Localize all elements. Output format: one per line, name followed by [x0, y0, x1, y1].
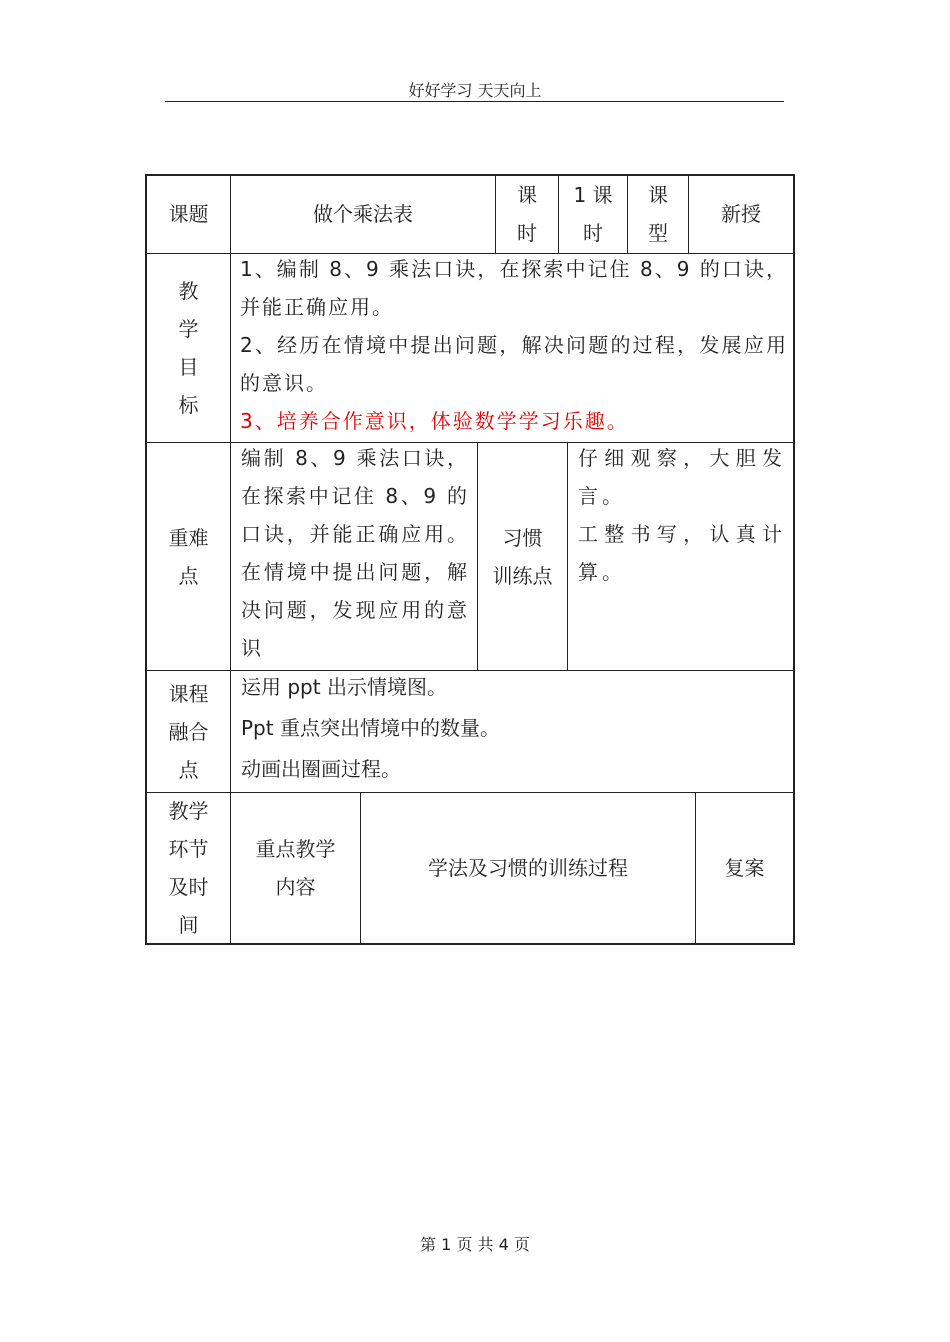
lesson-type-label-line: 课	[648, 182, 668, 207]
habit-training-label	[478, 443, 567, 670]
teaching-goals-label-char: 标	[178, 393, 199, 417]
table-line	[793, 174, 795, 944]
class-hours-label-line: 时	[517, 220, 537, 245]
course-integration-label-line: 点	[178, 757, 199, 782]
lesson-title: 做个乘法表	[313, 201, 413, 226]
key-content-header-line: 内容	[275, 875, 316, 899]
class-hours-value	[559, 174, 627, 253]
review-plan-header: 复案	[724, 856, 765, 880]
habit-training-label-line: 训练点	[492, 563, 553, 588]
teaching-stage-label-line: 间	[178, 913, 199, 937]
teaching-goals-label-char: 学	[178, 317, 199, 341]
page-header: 好好学习 天天向上	[408, 81, 542, 100]
class-hours-value-line: 1 课	[573, 182, 613, 207]
course-integration-label	[146, 671, 231, 792]
subject-label: 课题	[168, 201, 209, 226]
teaching-stage-label-line: 教学	[168, 799, 209, 823]
integration-item: Ppt 重点突出情境中的数量。	[241, 716, 500, 740]
page-footer: 第 1 页 共 4 页	[420, 1235, 530, 1254]
lesson-type-label	[628, 174, 688, 253]
teaching-goals-label-char: 教	[178, 279, 199, 303]
key-points-label-line: 点	[178, 563, 199, 588]
key-points-label	[146, 443, 231, 670]
class-hours-value-line: 时	[583, 220, 603, 245]
course-integration-items	[241, 667, 789, 790]
habit-training-label-line: 习惯	[502, 525, 543, 550]
teaching-stage-label-line: 环节	[168, 837, 209, 861]
class-hours-label-line: 课	[517, 182, 537, 207]
table-line	[145, 943, 795, 945]
integration-item: 动画出圈画过程。	[241, 757, 401, 781]
goal-item-highlighted: 3、培养合作意识，体验数学学习乐趣。	[240, 409, 629, 433]
teaching-goals-label	[146, 254, 231, 442]
teaching-stage-label-line: 及时	[168, 875, 209, 899]
key-points-label-line: 重难	[168, 525, 209, 550]
integration-item: 运用 ppt 出示情境图。	[241, 675, 447, 699]
teaching-goals	[240, 250, 788, 440]
course-integration-label-line: 融合	[168, 719, 209, 744]
class-hours-label	[496, 174, 558, 253]
course-integration-label-line: 课程	[168, 681, 209, 706]
key-content-header	[231, 793, 360, 943]
teaching-stage-label	[146, 793, 231, 943]
key-points: 编制 8、9 乘法口诀，在探索中记住 8、9 的口诀，并能正确应用。在情境中提出问题，解决问题，发现应用的意识	[241, 446, 469, 660]
lesson-type-value: 新授	[721, 201, 761, 226]
goal-item: 2、经历在情境中提出问题，解决问题的过程，发展应用的意识。	[240, 333, 788, 395]
habit-training-points	[578, 439, 786, 591]
key-content-header-line: 重点教学	[255, 837, 336, 861]
learning-process-header: 学法及习惯的训练过程	[428, 856, 628, 880]
lesson-type-label-line: 型	[648, 220, 668, 245]
goal-item: 1、编制 8、9 乘法口诀，在探索中记住 8、9 的口诀，并能正确应用。	[240, 257, 788, 319]
habit-item: 工整书写，认真计算。	[578, 522, 786, 584]
table-line	[567, 442, 568, 670]
habit-item: 仔细观察，大胆发言。	[578, 446, 786, 508]
teaching-goals-label-char: 目	[178, 355, 199, 379]
header-rule	[165, 101, 784, 102]
